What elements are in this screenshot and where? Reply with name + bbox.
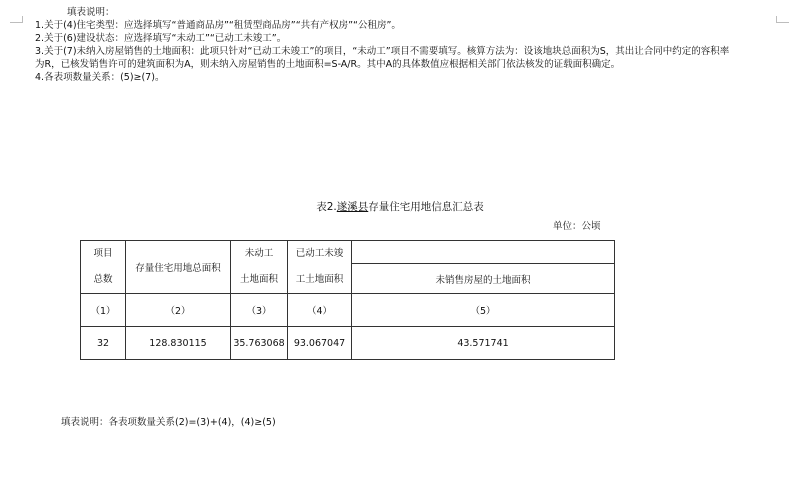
header-not-started-area: 未动工 土地面积 [231,241,288,294]
data-row [81,327,615,360]
table-title-county: 遂溪县 [336,201,369,213]
header-project-count: 项目 总数 [81,241,126,294]
index-row [81,294,615,327]
index-cell: （1） [81,294,126,327]
unit-label: 单位：公顷 [553,221,601,232]
housing-land-summary-table [80,240,615,360]
table-title-suffix: 存量住宅用地信息汇总表 [368,201,484,213]
instruction-item-3: 3.关于(7)未纳入房屋销售的土地面积：此项只针对“已动工未竣工”的项目，“未动工”项目不需要填写。核算方法为：设该地块总面积为S，其出让合同中约定的容积率 [35,46,730,57]
data-total-area: 128.830115 [126,327,231,360]
instructions-heading: 填表说明： [67,7,115,18]
header-unsold-land-area: 未销售房屋的土地面积 [352,264,615,294]
index-cell: （4） [288,294,352,327]
page-corner-mark-left [10,16,23,23]
header-blank-cell [352,241,615,264]
index-cell: （5） [352,294,615,327]
fill-instructions [35,6,785,84]
data-started-unfinished-area: 93.067047 [288,327,352,360]
index-cell: （2） [126,294,231,327]
table-title [0,199,800,214]
footer-fill-instruction: 填表说明：各表项数量关系(2)=(3)+(4)，(4)≥(5) [61,417,276,428]
instruction-item-2: 2.关于(6)建设状态：应选择填写“未动工”“已动工未竣工”。 [35,33,287,44]
instruction-item-3-continued: 为R，已核发销售许可的建筑面积为A，则未纳入房屋销售的土地面积=S-A/R。其中A的具体数值应根据相关部门依法核发的证载面积确定。 [35,59,621,70]
index-cell: （3） [231,294,288,327]
header-total-area: 存量住宅用地总面积 [126,241,231,294]
header-started-unfinished-area: 已动工未竣 工土地面积 [288,241,352,294]
data-project-count: 32 [81,327,126,360]
instruction-item-4: 4.各表项数量关系：(5)≥(7)。 [35,72,165,83]
data-unsold-land-area: 43.571741 [352,327,615,360]
header-row-top [81,241,615,264]
instruction-item-1: 1.关于(4)住宅类型：应选择填写“普通商品房”“租赁型商品房”“共有产权房”“公租房”。 [35,20,401,31]
data-not-started-area: 35.763068 [231,327,288,360]
table-title-prefix: 表2. [316,201,337,213]
